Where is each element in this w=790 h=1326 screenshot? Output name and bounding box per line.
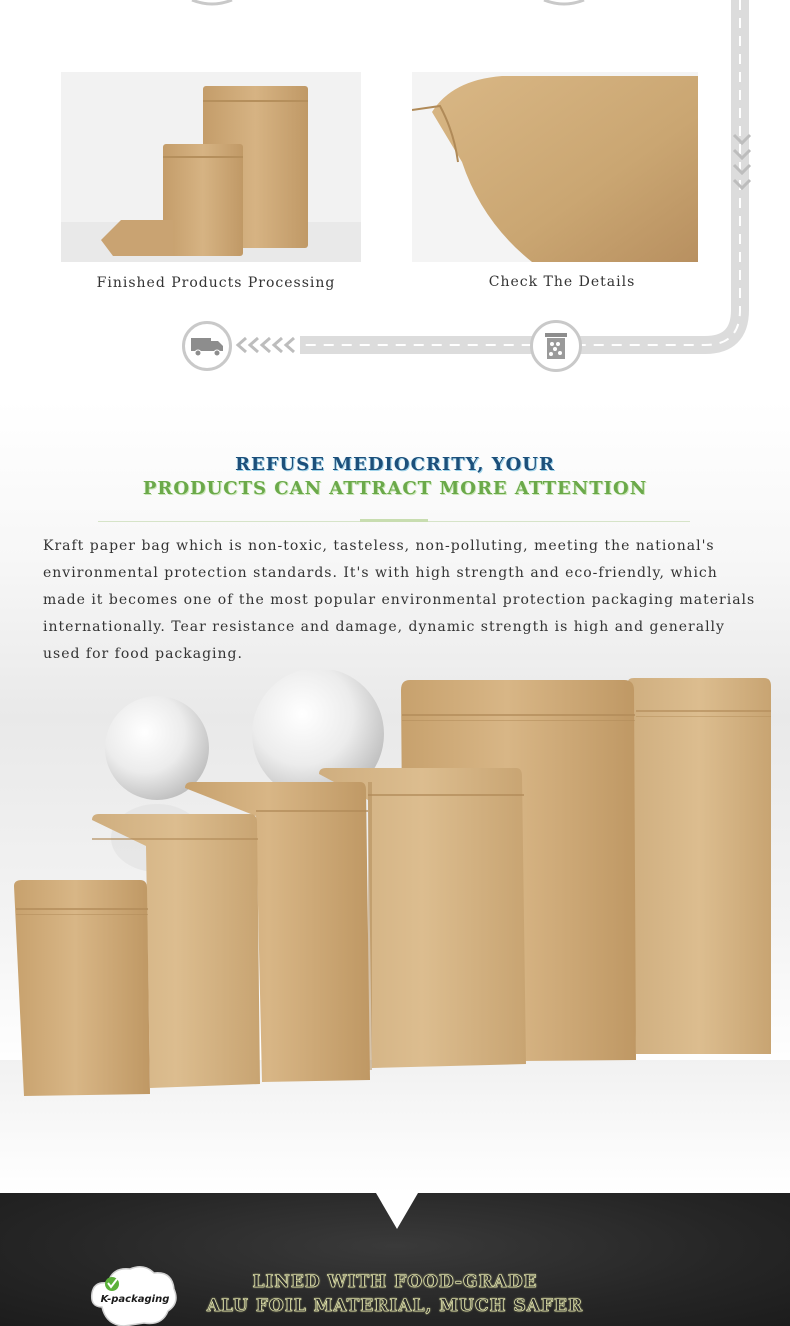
brand-logo-text: K-packaging bbox=[100, 1294, 170, 1305]
bag-inspection-icon bbox=[530, 320, 582, 372]
kraft-bag-1 bbox=[14, 880, 150, 1096]
product-description: Kraft paper bag which is non-toxic, tasteless, non-polluting, meeting the national's environmental protection standards. It's with high strength and eco-friendly, which made it becomes one of the most popular environmental protection packaging materials internationally. Tear resistance and damage, dynamic strength is high and generally used for food packaging. bbox=[43, 538, 756, 662]
banner-headline-line-1: LINED WITH FOOD-GRADE bbox=[252, 1272, 538, 1292]
step-caption-finished: Finished Products Processing bbox=[96, 275, 336, 291]
bag-detail-illustration bbox=[412, 72, 698, 262]
product-section bbox=[0, 400, 790, 1193]
kraft-bags-photo bbox=[0, 670, 790, 1193]
delivery-truck-icon bbox=[182, 321, 232, 371]
finished-bags-photo bbox=[61, 72, 361, 262]
finished-bags-illustration bbox=[61, 72, 361, 262]
banner-notch bbox=[376, 1193, 418, 1229]
process-section bbox=[0, 0, 790, 400]
headline-line-1: REFUSE MEDIOCRITY, YOUR bbox=[235, 454, 555, 475]
step-caption-details: Check The Details bbox=[488, 274, 636, 290]
headline-line-2: PRODUCTS CAN ATTRACT MORE ATTENTION bbox=[142, 478, 648, 499]
banner-headline-line-2: ALU FOIL MATERIAL, MUCH SAFER bbox=[206, 1296, 584, 1316]
kraft-bag-6 bbox=[628, 678, 771, 1054]
headline-divider-accent bbox=[360, 519, 428, 522]
bag-detail-photo bbox=[412, 72, 698, 262]
